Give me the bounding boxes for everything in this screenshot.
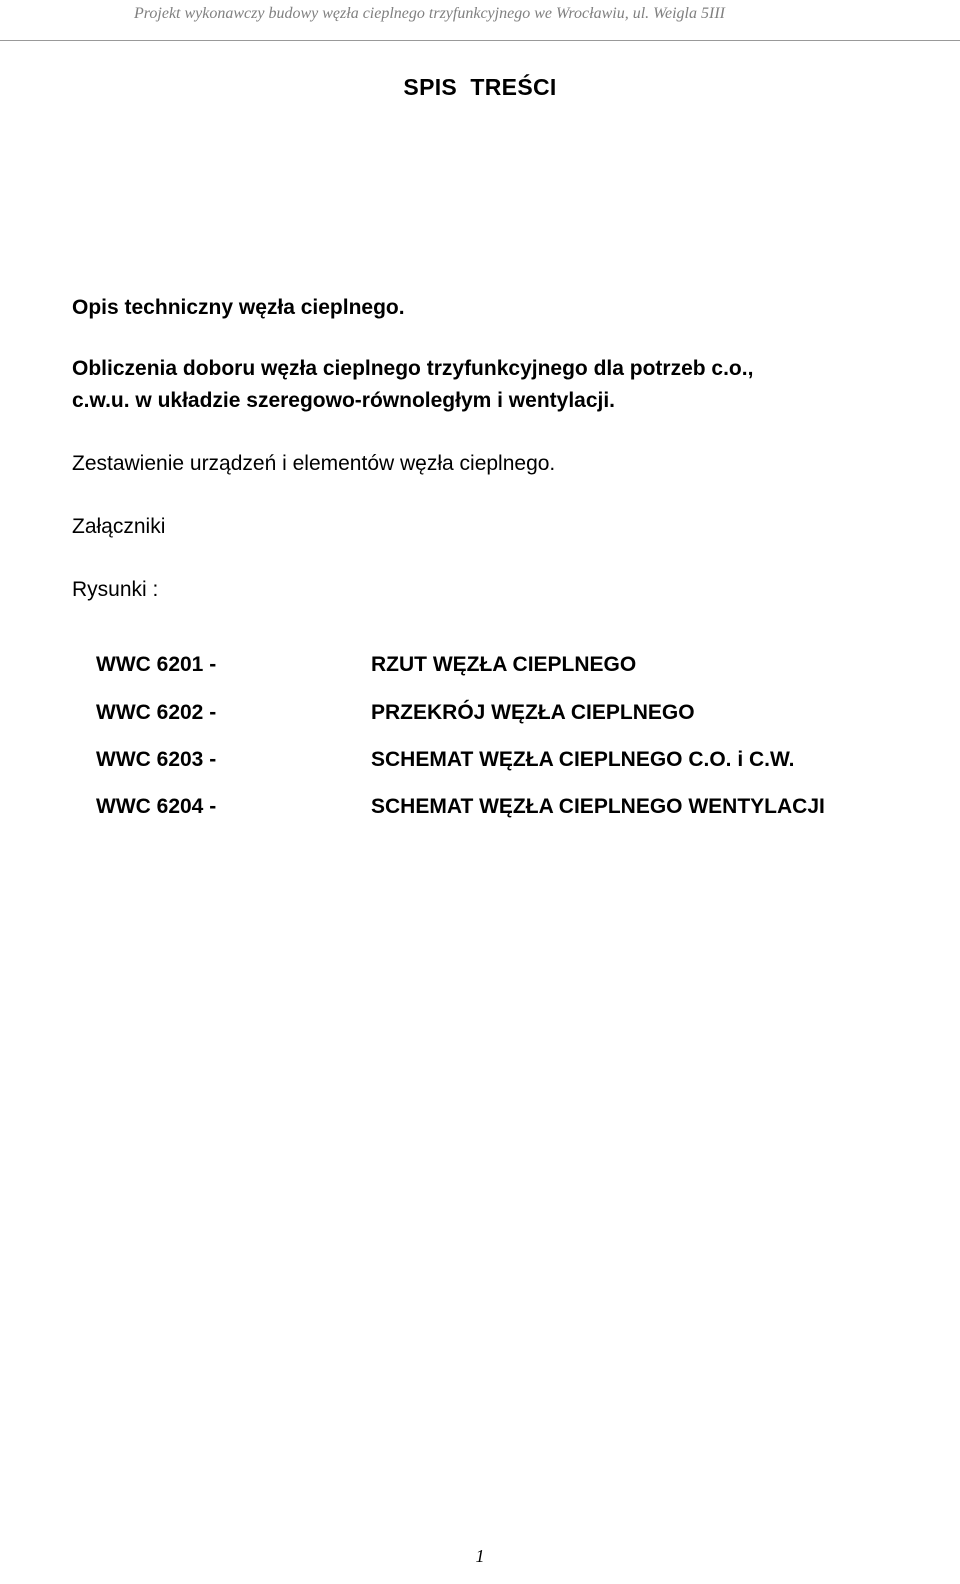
drawing-title: RZUT WĘZŁA CIEPLNEGO [371,653,637,676]
toc-item-calculations-line2: c.w.u. w układzie szeregowo-równoległym i wentylacji. [72,389,616,412]
toc-item-calculations-line1: Obliczenia doboru węzła cieplnego trzyfunkcyjnego dla potrzeb c.o., [72,357,754,380]
toc-item-equipment-list: Zestawienie urządzeń i elementów węzła cieplnego. [72,452,556,475]
page-title: SPIS TREŚCI [403,74,557,100]
drawing-title: SCHEMAT WĘZŁA CIEPLNEGO C.O. i C.W. [371,748,795,771]
drawing-code: WWC 6202 - [96,701,217,724]
drawing-row [96,653,956,683]
drawing-code: WWC 6203 - [96,748,217,771]
page-header [0,0,960,41]
drawing-title: SCHEMAT WĘZŁA CIEPLNEGO WENTYLACJI [371,795,825,818]
drawings-label: Rysunki : [72,578,159,601]
drawing-code: WWC 6204 - [96,795,217,818]
toc-item-attachments: Załączniki [72,515,166,538]
drawing-code: WWC 6201 - [96,653,217,676]
drawing-row [96,701,956,731]
drawing-row [96,795,956,825]
drawing-row [96,748,956,778]
toc-item-technical-description: Opis techniczny węzła cieplnego. [72,296,405,319]
header-text: Projekt wykonawczy budowy węzła cieplnego trzyfunkcyjnego we Wrocławiu, ul. Weigla 5III [134,5,725,22]
drawing-title: PRZEKRÓJ WĘZŁA CIEPLNEGO [371,701,695,724]
page-number: 1 [475,1546,485,1566]
